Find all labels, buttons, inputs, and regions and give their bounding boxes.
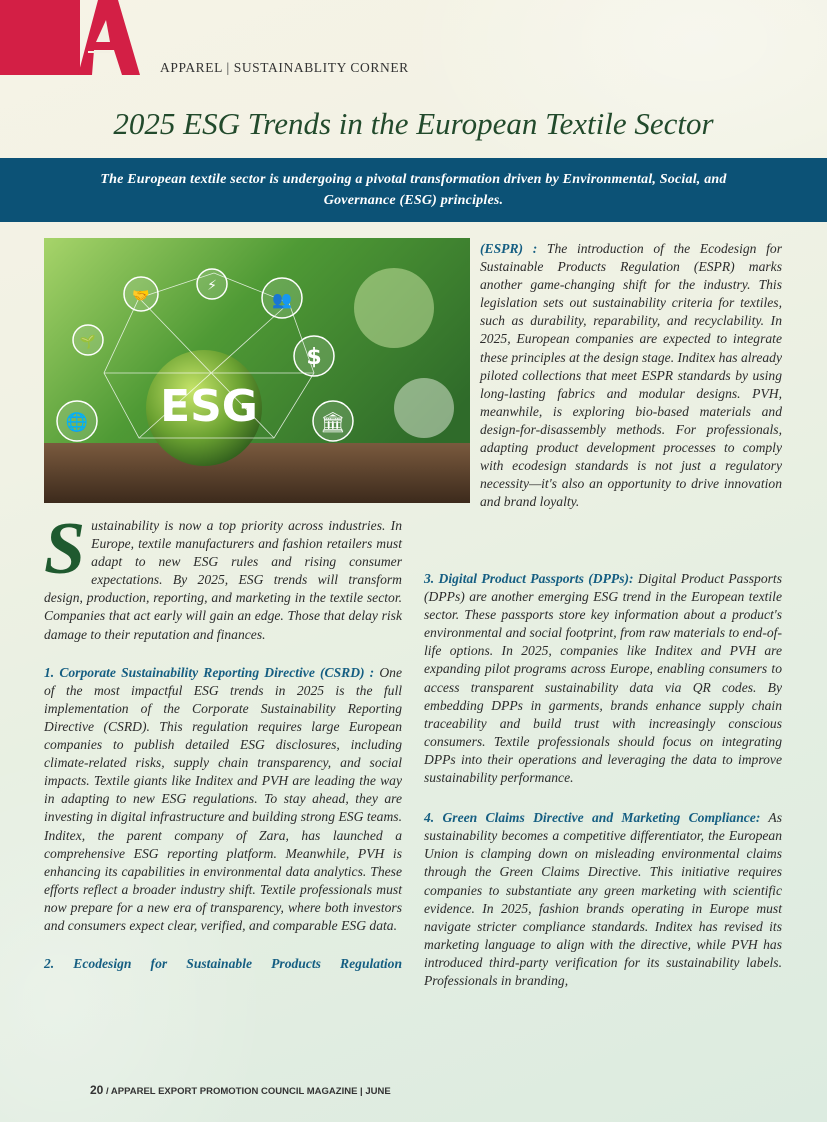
subtitle-banner [0,158,827,222]
svg-text:🌐: 🌐 [65,412,89,433]
subtitle-text: The European textile sector is undergoing a pivotal transformation driven by Environmental, Social, and Governance (ESG) principles. [100,172,727,208]
intro-paragraph: Sustainability is now a top priority across industries. In Europe, textile manufacturers and fashion retailers must adapt to new ESG rules and rising consumer expectations. By 2025, ESG trends will transform design, production, reporting, and marketing in the textile sector. Companies that act early will gain an edge. Those that delay risk damage to their reputation and finances. [44,508,402,642]
section-kicker: APPAREL | SUSTAINABLITY CORNER [160,60,409,75]
svg-text:👥: 👥 [272,290,292,309]
section-espr: (ESPR) : The introduction of the Ecodesign for Sustainable Products Regulation (ESPR) marks another game-changing shift for the industry. This legislation sets out sustainability criteria for textiles, such as durability, reparability, and recyclability. In 2025, European companies are expected to integrate these principles at the design stage. Inditex has already piloted collections that meet ESPR standards by using long-lasting fabrics and modular designs. PVH, meanwhile, is exploring bio-based materials and design-for-disassembly methods. For professionals, adapting product development processes to comply with ecodesign standards is not just a regulatory necessity—it's also an opportunity to drive innovation and brand loyalty. [480,241,782,510]
section-espr-heading: 2. Ecodesign for Sustainable Products Regulation [44,956,402,972]
esg-image-text: ESG [160,381,258,432]
svg-text:🏛: 🏛 [320,410,346,434]
drop-cap: S [44,508,86,590]
section-csrd: 1. Corporate Sustainability Reporting Directive (CSRD) : One of the most impactful ESG trends in 2025 is the full implementation of the Corporate Sustainability Reporting Directive (CSRD). This regulation requires large European companies to publish detailed ESG disclosures, including climate-related risks, supply chain transparency, and social impacts. Textile giants like Inditex and PVH are leading the way in adapting to new ESG regulations. To stay ahead, they are investing in digital infrastructure and building strong ESG teams. Inditex, the parent company of Zara, has launched a comprehensive ESG reporting platform. Meanwhile, PVH is enhancing its capabilities in environmental data analytics. These efforts reflect a broader industry shift. Textile professionals must now prepare for a new era of transparency, where both investors and consumers expect clear, verified, and comparable ESG data. [44,664,402,933]
esg-hero-image [44,238,470,503]
left-column [44,508,402,991]
page-footer: 20 / APPAREL EXPORT PROMOTION COUNCIL MAGAZINE | JUNE [90,1083,391,1097]
svg-text:🤝: 🤝 [132,288,150,304]
right-column-bottom [424,570,782,1008]
page-number: 20 [90,1083,104,1097]
section-heading: 1. Corporate Sustainability Reporting Directive (CSRD) : [44,664,375,680]
svg-text:⚡: ⚡ [207,278,217,294]
section-green-claims: 4. Green Claims Directive and Marketing Compliance: As sustainability becomes a competitive differentiator, the European Union is clamping down on misleading environmental claims through the Green Claims Directive. This initiative requires companies to substantiate any green marketing with scientific evidence. In 2025, fashion brands operating in Europe must navigate stricter compliance standards. Inditex has revised its marketing language to align with the directive, while PVH has introduced third-party verification for its sustainability labels. Professionals in branding, [424,810,783,988]
brand-logo [0,0,150,75]
svg-text:$: $ [306,345,322,370]
section-dpp: 3. Digital Product Passports (DPPs): Digital Product Passports (DPPs) are another emerging ESG trend in the European textile sector. These passports store key information about a product's environmental and social footprint, from raw materials to end-of-life options. In 2025, companies like Inditex and PVH are expanding pilot programs across Europe, enabling consumers to access transparent sustainability data via QR codes. By embedding DPPs in garments, brands enhance supply chain traceability and build trust with increasingly conscious consumers. Textile professionals should focus on integrating DPPs into their operations and leveraging the data to improve sustainability performance. [424,571,782,786]
right-column-top [424,240,782,530]
svg-text:🌱: 🌱 [79,335,97,350]
article-title: 2025 ESG Trends in the European Textile Sector [113,106,714,141]
